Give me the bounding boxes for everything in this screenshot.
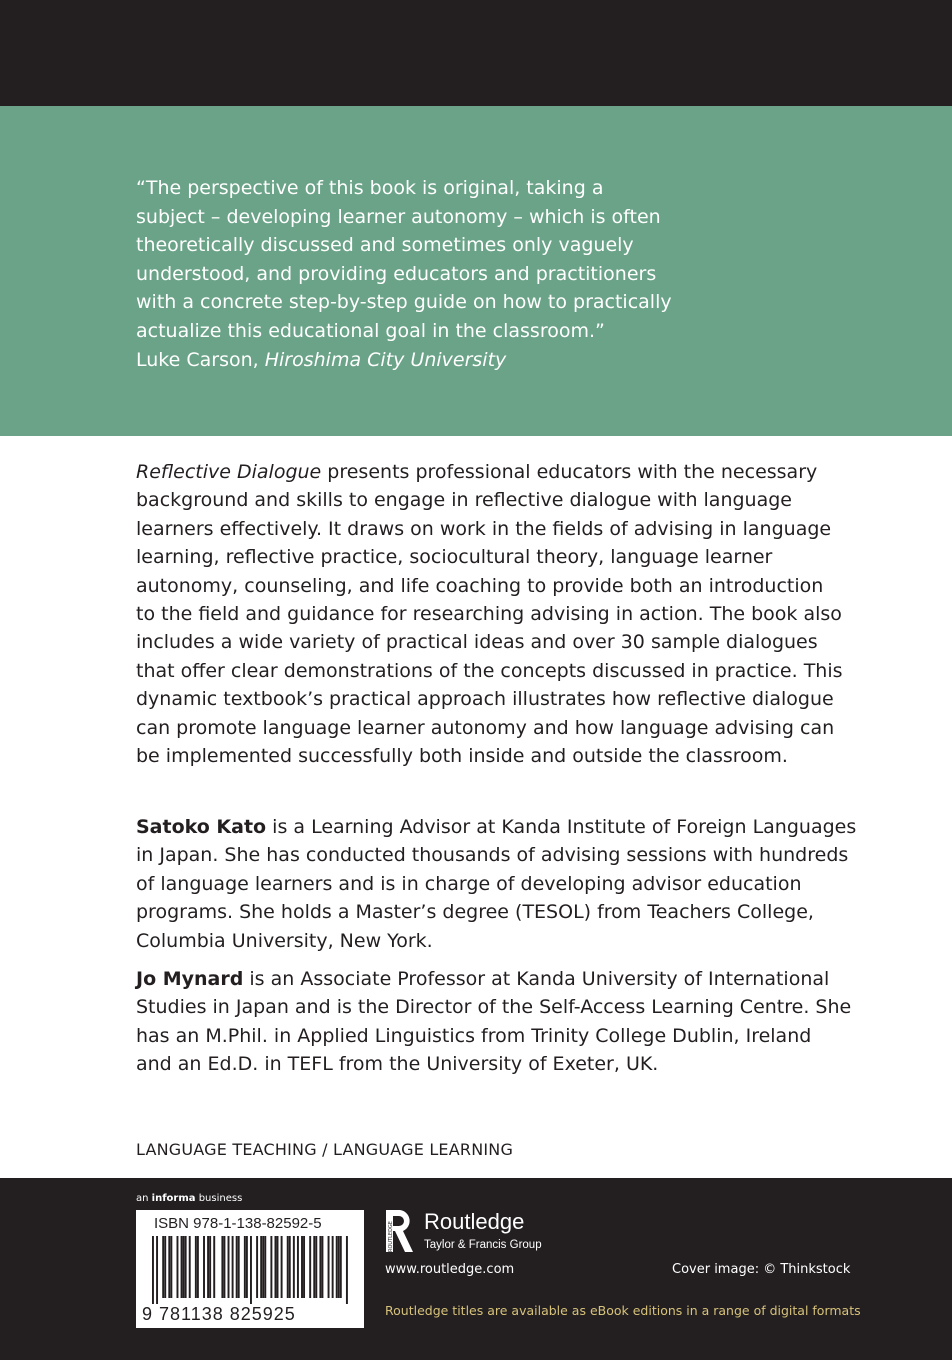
quote-line: actualize this educational goal in the classroom.” <box>136 319 605 342</box>
bio-line <box>136 813 857 841</box>
publisher-name: Routledge <box>424 1209 525 1234</box>
blurb-line: can promote language learner autonomy and how language advising can <box>136 716 835 739</box>
top-dark-band <box>0 0 952 106</box>
quote-line: theoretically discussed and sometimes only vaguely <box>136 234 634 257</box>
cover-image-credit: Cover image: © Thinkstock <box>672 1262 851 1277</box>
bio-line: Studies in Japan and is the Director of the Self-Access Learning Centre. She <box>136 996 852 1019</box>
blurb-line: dynamic textbook’s practical approach illustrates how reflective dialogue <box>136 688 834 711</box>
svg-text:ROUTLEDGE: ROUTLEDGE <box>388 1221 394 1252</box>
blurb-line: be implemented successfully both inside and outside the classroom. <box>136 745 788 768</box>
bio-line: Columbia University, New York. <box>136 929 433 952</box>
barcode-number: 9 781138 825925 <box>142 1304 296 1324</box>
blurb-line <box>136 458 836 486</box>
blurb-line: includes a wide variety of practical ideas and over 30 sample dialogues <box>136 631 818 654</box>
book-description <box>136 458 843 770</box>
blurb-line: background and skills to engage in reflective dialogue with language <box>136 489 792 512</box>
blurb-first-line-rest: presents professional educators with the necessary <box>321 461 818 483</box>
isbn-barcode <box>136 1210 364 1328</box>
barcode-icon <box>152 1236 348 1304</box>
author-bio-mynard <box>136 965 856 1079</box>
bio-line: of language learners and is in charge of developing advisor education <box>136 872 802 895</box>
bio-line <box>136 965 856 993</box>
quote-line: “The perspective of this book is original, taking a <box>136 177 604 199</box>
author-name: Jo Mynard <box>136 968 244 990</box>
bio-line: in Japan. She has conducted thousands of advising sessions with hundreds <box>136 844 849 867</box>
bio-line: and an Ed.D. in TEFL from the University of Exeter, UK. <box>136 1053 659 1076</box>
bio-first-line-rest: is a Learning Advisor at Kanda Institute of Foreign Languages <box>266 816 857 838</box>
author-bio-kato <box>136 813 857 955</box>
blurb-line: learning, reflective practice, sociocultural theory, language learner <box>136 546 773 569</box>
book-title: Reflective Dialogue <box>136 461 322 483</box>
blurb-line: autonomy, counseling, and life coaching to provide both an introduction <box>136 574 824 597</box>
bio-first-line-rest: is an Associate Professor at Kanda University of International <box>243 968 830 990</box>
publisher-group: Taylor & Francis Group <box>424 1239 542 1251</box>
quote-author: Luke Carson, <box>136 348 259 371</box>
quote-line: with a concrete step-by-step guide on how to practically <box>136 291 672 314</box>
bio-line: has an M.Phil. in Applied Linguistics from Trinity College Dublin, Ireland <box>136 1024 812 1047</box>
endorsement-quote <box>136 174 756 374</box>
author-name: Satoko Kato <box>136 816 267 838</box>
quote-attribution <box>136 346 756 375</box>
isbn-label: ISBN 978-1-138-82592-5 <box>154 1215 322 1232</box>
routledge-logo-icon <box>382 1208 416 1254</box>
subject-category: LANGUAGE TEACHING / LANGUAGE LEARNING <box>136 1140 514 1159</box>
bio-line: programs. She holds a Master’s degree (TESOL) from Teachers College, <box>136 901 814 924</box>
informa-business-label: an informa business <box>136 1193 243 1204</box>
quote-affiliation: Hiroshima City University <box>264 348 507 371</box>
blurb-line: that offer clear demonstrations of the concepts discussed in practice. This <box>136 659 843 682</box>
blurb-line: learners effectively. It draws on work in the fields of advising in language <box>136 517 832 540</box>
quote-line: subject – developing learner autonomy – which is often <box>136 205 661 228</box>
blurb-line: to the field and guidance for researching advising in action. The book also <box>136 603 842 626</box>
quote-line: understood, and providing educators and practitioners <box>136 262 657 285</box>
website-link[interactable]: www.routledge.com <box>385 1262 515 1277</box>
ebook-availability-note: Routledge titles are available as eBook editions in a range of digital formats <box>385 1303 861 1318</box>
